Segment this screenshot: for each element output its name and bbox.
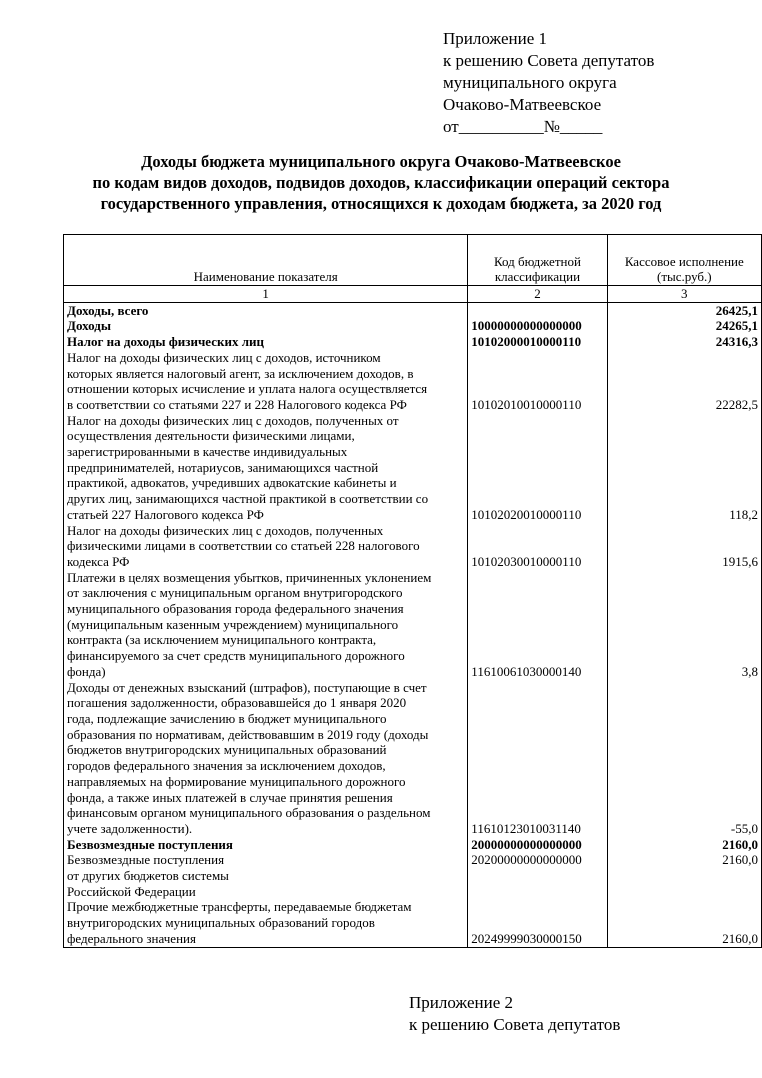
row-name-line: от заключения с муниципальным органом внутригородского (67, 585, 403, 601)
row-code: 20200000000000000 (468, 852, 607, 899)
row-amount: 24265,1 (607, 318, 761, 334)
row-name (64, 318, 468, 334)
row-name-line: Налог на доходы физических лиц (67, 334, 265, 350)
row-name (64, 570, 468, 680)
row-name-line: кодекса РФ (67, 553, 130, 569)
row-name-line: предпринимателей, нотариусов, занимающихся частной (67, 459, 379, 475)
row-name-line: Платежи в целях возмещения убытков, причиненных уклонением (67, 569, 432, 585)
table-row (64, 680, 762, 837)
title-line: государственного управления, относящихся к доходам бюджета, за 2020 год (100, 194, 662, 213)
row-name-line: которых является налоговый агент, за исключением доходов, в (67, 365, 414, 381)
row-name (64, 899, 468, 947)
table-body (64, 302, 762, 947)
table-row (64, 523, 762, 570)
row-name-line: в соответствии со статьями 227 и 228 Налогового кодекса РФ (67, 396, 407, 412)
row-name-line: учете задолженности). (67, 820, 193, 836)
table-row (64, 318, 762, 334)
appendix-1-line: муниципального округа (443, 73, 617, 92)
row-code: 11610061030000140 (468, 570, 607, 680)
row-name-line: Безвозмездные поступления (67, 852, 225, 868)
row-name-line: бюджетов внутригородских муниципальных образований (67, 742, 387, 758)
row-name-line: образования по нормативам, действовавшим в 2019 году (доходы (67, 726, 429, 742)
row-code: 10102030010000110 (468, 523, 607, 570)
row-name-line: отношении которых исчисление и уплата налога осуществляется (67, 381, 428, 397)
table-row (64, 334, 762, 350)
row-name-line: фонда, а также иных платежей в случае принятия решения (67, 789, 393, 805)
table-row (64, 413, 762, 523)
column-number: 1 (64, 286, 468, 303)
row-name-line: Безвозмездные поступления (67, 836, 233, 852)
table-row (64, 570, 762, 680)
row-code (468, 302, 607, 318)
row-code: 20249999030000150 (468, 899, 607, 947)
row-name-line: статьей 227 Налогового кодекса РФ (67, 506, 264, 522)
row-name (64, 350, 468, 413)
row-name-line: направляемых на формирование муниципального дорожного (67, 773, 406, 789)
row-name-line: Налог на доходы физических лиц с доходов, полученных (67, 522, 384, 538)
row-name-line: (муниципальным казенным учреждением) муниципального (67, 616, 399, 632)
row-name (64, 680, 468, 837)
row-name-line: Российской Федерации (67, 883, 196, 899)
row-name-line: Доходы (67, 318, 111, 334)
row-name-line: внутригородских муниципальных образований городов (67, 915, 375, 931)
row-amount: -55,0 (607, 680, 761, 837)
row-name-line: Налог на доходы физических лиц с доходов, полученных от (67, 412, 399, 428)
header-amount: Кассовое исполнение (тыс.руб.) (607, 235, 761, 286)
row-name-line: городов федерального значения за исключением доходов, (67, 758, 386, 774)
table-row (64, 899, 762, 947)
row-name (64, 523, 468, 570)
row-name-line: Прочие межбюджетные трансферты, передаваемые бюджетам (67, 899, 412, 915)
row-name-line: Доходы от денежных взысканий (штрафов), поступающие в счет (67, 679, 427, 695)
row-name-line: других лиц, занимающихся частной практикой в соответствии со (67, 491, 429, 507)
column-number: 3 (607, 286, 761, 303)
row-name-line: практикой, адвокатов, учредивших адвокатские кабинеты и (67, 475, 397, 491)
appendix-2-line: к решению Совета депутатов (409, 1015, 621, 1034)
row-name-line: Налог на доходы физических лиц с доходов, источником (67, 349, 381, 365)
column-number-row (64, 286, 762, 303)
row-name-line: от других бюджетов системы (67, 868, 229, 884)
row-code: 11610123010031140 (468, 680, 607, 837)
row-amount: 3,8 (607, 570, 761, 680)
header-name: Наименование показателя (64, 235, 468, 286)
appendix-2-line: Приложение 2 (409, 993, 513, 1012)
appendix-1-line: Приложение 1 (443, 29, 547, 48)
row-amount: 2160,0 (607, 837, 761, 853)
row-name (64, 334, 468, 350)
row-name-line: финансовым органом муниципального образования о раздельном (67, 805, 431, 821)
row-name-line: осуществления деятельности физическими лицами, (67, 428, 355, 444)
row-code: 10000000000000000 (468, 318, 607, 334)
row-amount: 22282,5 (607, 350, 761, 413)
row-name-line: федерального значения (67, 930, 196, 946)
table-row (64, 852, 762, 899)
row-name (64, 302, 468, 318)
title-line: по кодам видов доходов, подвидов доходов, классификации операций сектора (92, 173, 670, 192)
row-amount: 24316,3 (607, 334, 761, 350)
row-name-line: физическими лицами в соответствии со статьей 228 налогового (67, 538, 420, 554)
row-name-line: муниципального образования города федерального значения (67, 601, 404, 617)
row-name-line: контракта (за исключением муниципального контракта, (67, 632, 377, 648)
table-row (64, 350, 762, 413)
appendix-1-header (443, 28, 654, 138)
table-row (64, 302, 762, 318)
row-name-line: зарегистрированными в качестве индивидуальных (67, 444, 348, 460)
row-amount: 118,2 (607, 413, 761, 523)
appendix-2-header (409, 992, 620, 1036)
row-name-line: года, подлежащие зачислению в бюджет муниципального (67, 710, 387, 726)
appendix-1-line: Очаково-Матвеевское (443, 95, 602, 114)
row-code: 20000000000000000 (468, 837, 607, 853)
row-code: 10102000010000110 (468, 334, 607, 350)
row-name (64, 852, 468, 899)
row-name (64, 837, 468, 853)
header-code: Код бюджетной классификации (468, 235, 607, 286)
column-number: 2 (468, 286, 607, 303)
row-name-line: Доходы, всего (67, 302, 149, 318)
row-amount: 2160,0 (607, 899, 761, 947)
row-amount: 2160,0 (607, 852, 761, 899)
row-code: 10102020010000110 (468, 413, 607, 523)
row-name-line: фонда) (67, 663, 106, 679)
row-amount: 26425,1 (607, 302, 761, 318)
document-title (0, 151, 762, 214)
row-name-line: финансируемого за счет средств муниципального дорожного (67, 648, 405, 664)
table-row (64, 837, 762, 853)
table-header-row (64, 235, 762, 286)
row-amount: 1915,6 (607, 523, 761, 570)
appendix-1-line: к решению Совета депутатов (443, 51, 655, 70)
row-name-line: погашения задолженности, образовавшейся до 1 января 2020 (67, 695, 407, 711)
title-line: Доходы бюджета муниципального округа Очаково-Матвеевское (141, 152, 621, 171)
row-code: 10102010010000110 (468, 350, 607, 413)
row-name (64, 413, 468, 523)
revenue-table (63, 234, 762, 948)
appendix-1-line: от__________№_____ (443, 117, 603, 136)
